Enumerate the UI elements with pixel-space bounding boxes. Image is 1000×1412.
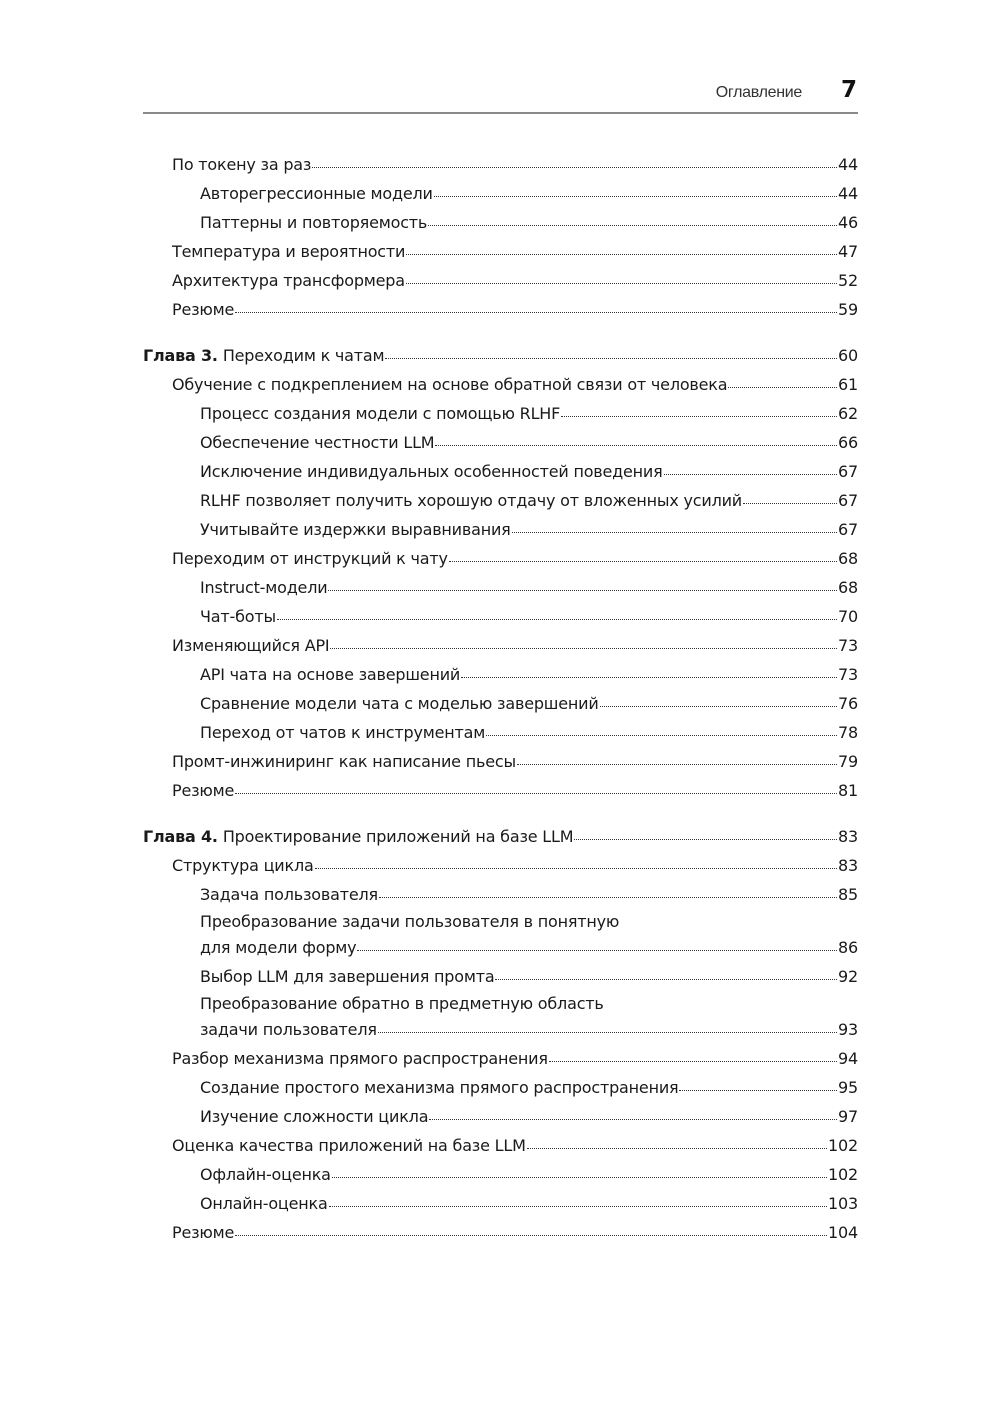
toc-entry-title: Переходим к чатам: [222, 346, 385, 365]
toc-entry: [143, 573, 858, 602]
toc-entry: [143, 1073, 858, 1102]
toc-entry-title: Instruct-модели: [200, 578, 328, 597]
toc-entry-title: API чата на основе завершений: [200, 665, 461, 684]
chapter-label: Глава 3.: [143, 346, 218, 365]
toc-entry: [143, 909, 858, 962]
toc-entry: [143, 631, 858, 660]
toc-entry-title: Авторегрессионные модели: [200, 184, 433, 203]
toc-entry: [143, 295, 858, 324]
toc-entry-title: Переходим от инструкций к чату: [172, 549, 448, 568]
dot-leader: [330, 646, 837, 649]
dot-leader: [527, 1146, 827, 1149]
toc-entry-page: 61: [838, 375, 858, 394]
dot-leader: [435, 443, 837, 446]
toc-entry-page: 85: [838, 885, 858, 904]
dot-leader: [357, 948, 837, 951]
toc-entry-page: 78: [838, 723, 858, 742]
toc-entry-page: 73: [838, 636, 858, 655]
toc-entry-page: 66: [838, 433, 858, 452]
toc-entry-page: 68: [838, 578, 858, 597]
toc-entry-title: Промт-инжиниринг как написание пьесы: [172, 752, 516, 771]
toc-entry-title: По токену за раз: [172, 155, 312, 174]
toc-entry-title: Разбор механизма прямого распространения: [172, 1049, 548, 1068]
toc-entry-page: 73: [838, 665, 858, 684]
running-header: [143, 76, 858, 114]
toc-entry-page: 76: [838, 694, 858, 713]
dot-leader: [332, 1175, 827, 1178]
dot-leader: [600, 704, 837, 707]
toc-entry-page: 83: [838, 827, 858, 846]
dot-leader: [549, 1059, 837, 1062]
toc-entry-page: 81: [838, 781, 858, 800]
toc-entry-page: 83: [838, 856, 858, 875]
toc-entry: [143, 266, 858, 295]
dot-leader: [312, 165, 837, 168]
toc-entry: [143, 237, 858, 266]
toc-entry-title: Изучение сложности цикла: [200, 1107, 429, 1126]
toc-entry: [143, 428, 858, 457]
toc-entry: [143, 457, 858, 486]
toc-entry: [143, 179, 858, 208]
toc-entry: [143, 150, 858, 179]
dot-leader: [378, 1030, 837, 1033]
dot-leader: [574, 837, 837, 840]
dot-leader: [664, 472, 837, 475]
toc-entry: [143, 399, 858, 428]
dot-leader: [235, 310, 837, 313]
running-header-title: Оглавление: [715, 84, 802, 101]
toc-entry: [143, 660, 858, 689]
toc-entry-page: 103: [828, 1194, 858, 1213]
dot-leader: [461, 675, 837, 678]
toc-entry-title-line2: задачи пользователя: [200, 1020, 377, 1039]
toc-entry: [143, 718, 858, 747]
toc-entry: [143, 689, 858, 718]
toc-entry-page: 44: [838, 155, 858, 174]
toc-entry-title-line2: для модели форму: [200, 938, 357, 957]
toc-entry-title: Проектирование приложений на базе LLM: [222, 827, 574, 846]
toc-entry-title: Сравнение модели чата с моделью завершений: [200, 694, 599, 713]
dot-leader: [315, 866, 837, 869]
dot-leader: [328, 588, 837, 591]
toc-entry-title: Резюме: [172, 300, 235, 319]
dot-leader: [235, 1233, 827, 1236]
toc-entry-title: Учитывайте издержки выравнивания: [200, 520, 511, 539]
toc-entry: [143, 880, 858, 909]
toc-entry-title-line1: Преобразование задачи пользователя в понятную: [200, 912, 620, 931]
toc-entry-page: 52: [838, 271, 858, 290]
toc-entry-title: Офлайн-оценка: [200, 1165, 331, 1184]
toc-entry: [143, 1160, 858, 1189]
chapter-label: Глава 4.: [143, 827, 218, 846]
toc-entry: [143, 602, 858, 631]
toc-entry-title: Архитектура трансформера: [172, 271, 405, 290]
toc-entry-title: Резюме: [172, 1223, 235, 1242]
toc-entry-page: 104: [828, 1223, 858, 1242]
toc-entry: [143, 515, 858, 544]
toc-entry: [143, 1189, 858, 1218]
toc-entry-page: 102: [828, 1136, 858, 1155]
dot-leader: [379, 895, 837, 898]
toc-entry-title: Резюме: [172, 781, 235, 800]
toc-entry-page: 94: [838, 1049, 858, 1068]
dot-leader: [406, 281, 837, 284]
toc-entry-page: 60: [838, 346, 858, 365]
dot-leader: [486, 733, 837, 736]
dot-leader: [329, 1204, 827, 1207]
toc-entry-page: 70: [838, 607, 858, 626]
toc-entry-page: 67: [838, 520, 858, 539]
toc-entry: [143, 486, 858, 515]
toc-entry: [143, 1131, 858, 1160]
dot-leader: [495, 977, 837, 980]
toc-entry-page: 79: [838, 752, 858, 771]
toc-entry-page: 86: [838, 938, 858, 957]
dot-leader: [406, 252, 837, 255]
dot-leader: [449, 559, 837, 562]
toc-entry: [143, 1044, 858, 1073]
toc-entry-title: Переход от чатов к инструментам: [200, 723, 486, 742]
toc-entry-page: 59: [838, 300, 858, 319]
dot-leader: [728, 385, 837, 388]
dot-leader: [679, 1088, 837, 1091]
dot-leader: [561, 414, 837, 417]
toc-entry-title: Обучение с подкреплением на основе обратной связи от человека: [172, 375, 728, 394]
toc-entry: [143, 776, 858, 805]
toc-entry-page: 68: [838, 549, 858, 568]
toc-entry-page: 93: [838, 1020, 858, 1039]
toc-entry-page: 97: [838, 1107, 858, 1126]
toc-entry-page: 44: [838, 184, 858, 203]
toc-chapter-entry: [143, 341, 858, 370]
toc-entry-page: 92: [838, 967, 858, 986]
toc-entry-title: Исключение индивидуальных особенностей поведения: [200, 462, 663, 481]
dot-leader: [743, 501, 837, 504]
toc-entry-page: 95: [838, 1078, 858, 1097]
toc-entry-title: Процесс создания модели с помощью RLHF: [200, 404, 561, 423]
table-of-contents: [143, 150, 858, 1247]
toc-entry: [143, 1102, 858, 1131]
toc-entry: [143, 208, 858, 237]
toc-entry-title: RLHF позволяет получить хорошую отдачу от вложенных усилий: [200, 491, 743, 510]
toc-entry: [143, 962, 858, 991]
toc-entry-page: 46: [838, 213, 858, 232]
toc-entry-title: Структура цикла: [172, 856, 314, 875]
toc-entry-page: 67: [838, 491, 858, 510]
dot-leader: [429, 1117, 837, 1120]
dot-leader: [517, 762, 837, 765]
dot-leader: [235, 791, 837, 794]
toc-entry: [143, 370, 858, 399]
toc-entry: [143, 991, 858, 1044]
toc-entry-page: 67: [838, 462, 858, 481]
dot-leader: [512, 530, 837, 533]
dot-leader: [428, 223, 837, 226]
dot-leader: [385, 356, 837, 359]
toc-entry: [143, 1218, 858, 1247]
dot-leader: [434, 194, 837, 197]
toc-entry-page: 62: [838, 404, 858, 423]
page-number: 7: [840, 77, 857, 103]
toc-entry: [143, 747, 858, 776]
toc-entry-title: Выбор LLM для завершения промта: [200, 967, 495, 986]
toc-entry-title: Онлайн-оценка: [200, 1194, 328, 1213]
dot-leader: [277, 617, 837, 620]
toc-entry-title: Обеспечение честности LLM: [200, 433, 435, 452]
toc-entry-title: Температура и вероятности: [172, 242, 406, 261]
toc-entry-title: Чат-боты: [200, 607, 276, 626]
toc-entry-page: 47: [838, 242, 858, 261]
toc-entry-title: Оценка качества приложений на базе LLM: [172, 1136, 526, 1155]
toc-entry-title-line1: Преобразование обратно в предметную область: [200, 994, 604, 1013]
toc-entry-title: Задача пользователя: [200, 885, 378, 904]
toc-entry: [143, 544, 858, 573]
toc-entry-title: Паттерны и повторяемость: [200, 213, 428, 232]
toc-entry-page: 102: [828, 1165, 858, 1184]
toc-entry-title: Создание простого механизма прямого распространения: [200, 1078, 679, 1097]
toc-entry: [143, 851, 858, 880]
toc-chapter-entry: [143, 822, 858, 851]
toc-entry-title: Изменяющийся API: [172, 636, 330, 655]
